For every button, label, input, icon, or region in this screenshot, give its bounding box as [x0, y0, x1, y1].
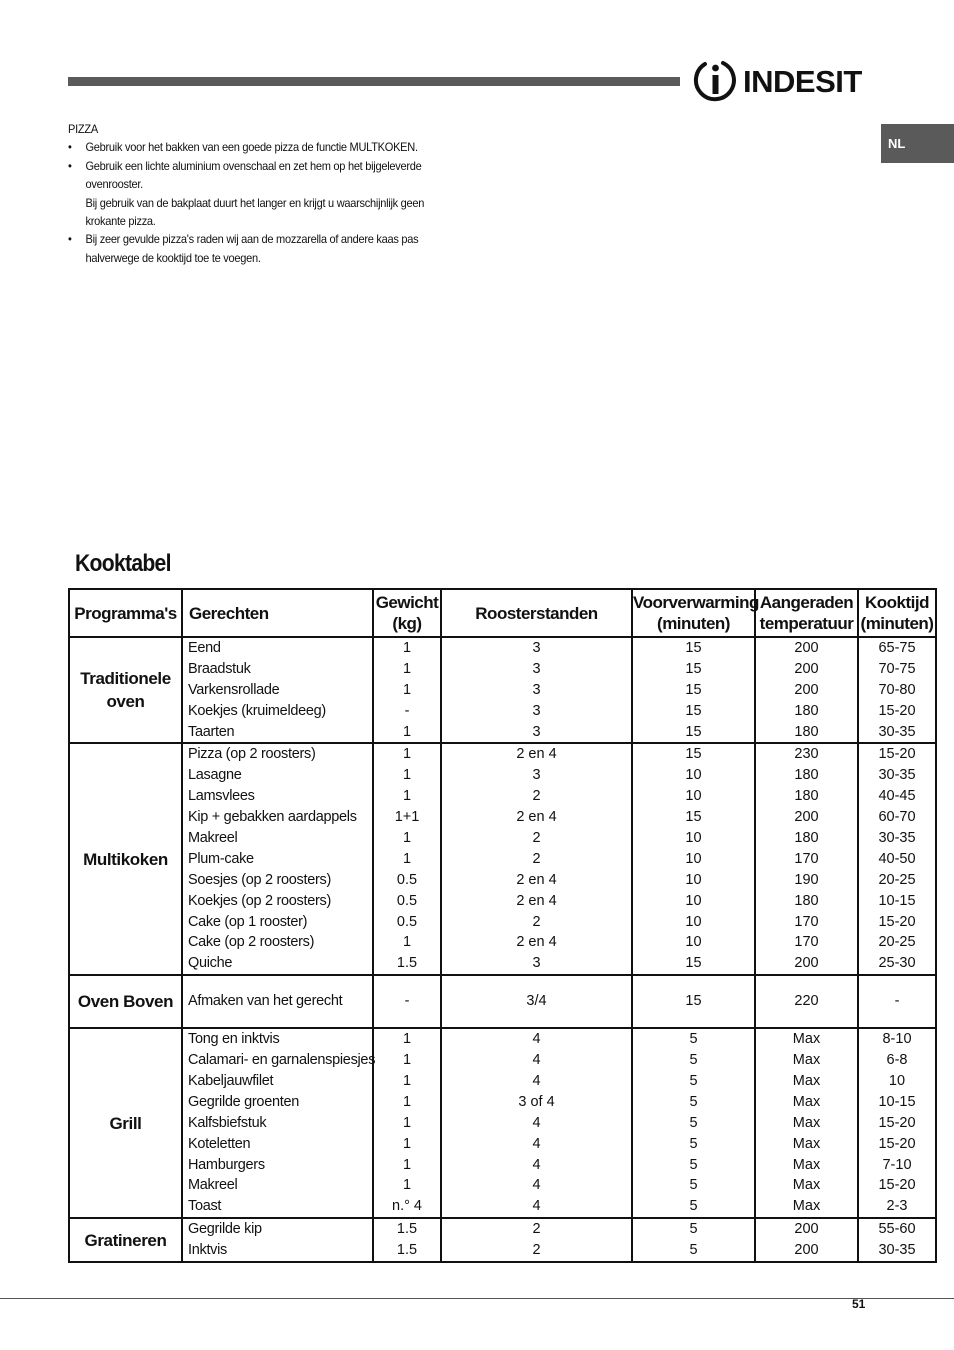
cell-line: 5 — [689, 1031, 698, 1048]
cell-line: 1 — [402, 681, 412, 698]
cell-line: 1.5 — [396, 955, 418, 972]
cell-line: 20-25 — [878, 934, 916, 951]
program-cell — [69, 975, 182, 1028]
cell-line: Max — [792, 1073, 821, 1090]
pizza-note: Bij gebruik van de bakplaat duurt het langer en krijgt u waarschijnlijk geen krokante pizza. — [85, 195, 425, 229]
program-label: Traditionele — [80, 669, 171, 689]
cell-line: 220 — [794, 993, 819, 1010]
program-label: Oven Boven — [77, 992, 174, 1012]
cell-line: 170 — [794, 913, 819, 930]
cell-line: 1 — [402, 660, 412, 677]
cell-line: 60-70 — [878, 809, 916, 826]
temperature-cell — [755, 1218, 858, 1262]
rack-cell — [441, 1218, 632, 1262]
cell-line: 15-20 — [878, 1114, 916, 1131]
cell-line: 180 — [794, 788, 819, 805]
cell-line: 1 — [402, 1073, 412, 1090]
cell-line: 2 en 4 — [516, 892, 557, 909]
cell-line: 3 — [532, 955, 541, 972]
cell-line: 3 — [532, 660, 541, 677]
dish-cell — [182, 1218, 373, 1262]
preheat-cell — [632, 743, 755, 975]
cell-line: Plum-cake — [188, 850, 254, 867]
pizza-section — [68, 120, 436, 267]
cell-line: 8-10 — [882, 1031, 912, 1048]
cell-line: 10-15 — [878, 1093, 916, 1110]
cell-line: 0.5 — [396, 913, 418, 930]
cell-line: 5 — [689, 1114, 698, 1131]
footer-rule — [0, 1298, 954, 1299]
cell-line: Lasagne — [188, 767, 242, 784]
program-cell — [69, 1028, 182, 1218]
cell-line: Koekjes (kruimeldeeg) — [188, 702, 326, 719]
cell-line: 0.5 — [396, 892, 418, 909]
cell-line: 200 — [794, 681, 819, 698]
cell-line: 65-75 — [878, 640, 916, 656]
preheat-cell — [632, 1218, 755, 1262]
cell-line: 15-20 — [878, 913, 916, 930]
weight-cell — [373, 1218, 441, 1262]
cell-line: 5 — [689, 1221, 698, 1238]
cell-line: 2 en 4 — [516, 934, 557, 951]
cell-line: 4 — [532, 1052, 541, 1069]
cell-line: Koekjes (op 2 roosters) — [188, 892, 331, 909]
cell-line: Kalfsbiefstuk — [188, 1114, 267, 1131]
cell-line: 1 — [402, 1156, 412, 1173]
preheat-cell — [632, 637, 755, 743]
table-row — [69, 1218, 936, 1262]
rack-cell — [441, 1028, 632, 1218]
cell-line: 25-30 — [878, 955, 916, 972]
cell-line: 170 — [794, 934, 819, 951]
cell-line: 200 — [794, 955, 819, 972]
time-cell — [858, 637, 936, 743]
cell-line: 180 — [794, 702, 819, 719]
cell-line: Gegrilde kip — [188, 1221, 262, 1238]
cell-line: Varkensrollade — [188, 681, 280, 698]
cell-line: 3 — [532, 640, 541, 656]
dish-cell — [182, 1028, 376, 1218]
cell-line: 5 — [689, 1135, 698, 1152]
cell-line: 180 — [794, 723, 819, 740]
temperature-cell — [755, 743, 858, 975]
cell-line: 10 — [685, 913, 702, 930]
cell-line: Cake (op 2 roosters) — [188, 934, 315, 951]
cell-line: Max — [792, 1177, 821, 1194]
cell-line: Pizza (op 2 roosters) — [188, 746, 316, 763]
cell-line: n.° 4 — [392, 1198, 422, 1215]
cell-line: 1 — [402, 934, 412, 951]
cell-line: 2 — [532, 1221, 541, 1238]
program-label: Gratineren — [84, 1230, 167, 1250]
cell-line: 200 — [794, 1242, 819, 1259]
list-item-text: Gebruik een lichte aluminium ovenschaal en zet hem op het bijgeleverde ovenrooster. — [85, 158, 422, 192]
cell-line: 10 — [685, 934, 702, 951]
cell-line: Max — [792, 1052, 821, 1069]
cell-line: 4 — [532, 1073, 541, 1090]
cell-line: 10 — [685, 830, 702, 847]
section-title: Kooktabel — [75, 550, 171, 577]
cell-line: Inktvis — [188, 1242, 227, 1259]
cell-line: 1.5 — [396, 1221, 418, 1238]
preheat-cell — [632, 975, 755, 1028]
cell-line: 10-15 — [878, 892, 916, 909]
cell-line: 2 — [532, 830, 541, 847]
weight-cell — [373, 637, 441, 743]
rack-cell — [441, 975, 632, 1028]
temperature-cell — [755, 975, 858, 1028]
cell-line: 5 — [689, 1093, 698, 1110]
cell-line: 1 — [402, 1135, 412, 1152]
cell-line: Max — [792, 1198, 821, 1215]
cell-line: 15 — [685, 955, 702, 972]
cell-line: 5 — [689, 1177, 698, 1194]
cooking-table — [68, 588, 937, 1263]
cell-line: 1.5 — [396, 1242, 418, 1259]
cell-line: 70-75 — [878, 660, 916, 677]
cell-line: 1 — [402, 850, 412, 867]
program-cell — [69, 743, 182, 975]
weight-cell — [373, 1028, 441, 1218]
header-temperatuur: Aangeraden temperatuur — [755, 589, 858, 637]
language-tab: NL — [881, 124, 954, 163]
cell-line: 15 — [685, 723, 702, 740]
cell-line: 1 — [402, 830, 412, 847]
cell-line: 5 — [689, 1073, 698, 1090]
cell-line: 3 — [532, 767, 541, 784]
weight-cell — [373, 743, 441, 975]
cell-line: Makreel — [188, 830, 238, 847]
cell-line: 30-35 — [878, 1242, 916, 1259]
page-number: 51 — [852, 1297, 866, 1311]
cell-line: 200 — [794, 1221, 819, 1238]
cell-line: Hamburgers — [188, 1156, 265, 1173]
cell-line: 5 — [689, 1198, 698, 1215]
cell-line: 1 — [402, 1114, 412, 1131]
cell-line: Tong en inktvis — [188, 1031, 280, 1048]
cell-line: Gegrilde groenten — [188, 1093, 299, 1110]
cell-line: 3 — [532, 681, 541, 698]
cell-line: 3/4 — [526, 993, 547, 1010]
cell-line: 15-20 — [878, 702, 916, 719]
cell-line: 2-3 — [886, 1198, 908, 1215]
cell-line: 1 — [402, 788, 412, 805]
weight-cell — [373, 975, 441, 1028]
pizza-bullets — [68, 138, 436, 267]
cell-line: 15 — [685, 681, 702, 698]
cell-line: 3 — [532, 723, 541, 740]
cell-line: 2 en 4 — [516, 746, 557, 763]
cell-line: 40-50 — [878, 850, 916, 867]
temperature-cell — [755, 1028, 858, 1218]
cell-line: 10 — [685, 871, 702, 888]
cell-line: 2 — [532, 913, 541, 930]
table-row — [69, 1028, 936, 1218]
cell-line: 10 — [685, 892, 702, 909]
time-cell — [858, 743, 936, 975]
cell-line: - — [404, 702, 410, 719]
cell-line: 4 — [532, 1198, 541, 1215]
cell-line: Eend — [188, 640, 221, 656]
dish-cell — [182, 637, 373, 743]
cell-line: 5 — [689, 1242, 698, 1259]
cell-line: 15 — [685, 993, 702, 1010]
cell-line: Max — [792, 1031, 821, 1048]
program-label: Multikoken — [83, 849, 168, 869]
cell-line: 10 — [888, 1073, 906, 1090]
cell-line: 1 — [402, 640, 412, 656]
cell-line: Max — [792, 1114, 821, 1131]
table-header-row — [69, 589, 936, 637]
cell-line: 2 — [532, 1242, 541, 1259]
indesit-i-icon — [693, 58, 739, 104]
cell-line: 4 — [532, 1135, 541, 1152]
cell-line: Calamari- en garnalenspiesjes — [188, 1052, 376, 1069]
cell-line: Lamsvlees — [188, 788, 255, 805]
cell-line: 200 — [794, 640, 819, 656]
header-gerechten: Gerechten — [182, 589, 373, 637]
list-item: • Gebruik voor het bakken van een goede pizza de functie MULTKOKEN. — [68, 138, 436, 156]
rack-cell — [441, 743, 632, 975]
cell-line: 70-80 — [878, 681, 916, 698]
cell-line: Cake (op 1 rooster) — [188, 913, 308, 930]
cell-line: 230 — [794, 746, 819, 763]
cell-line: 15-20 — [878, 1135, 916, 1152]
pizza-heading: PIZZA — [68, 122, 98, 136]
cell-line: 30-35 — [878, 830, 916, 847]
table-row — [69, 975, 936, 1028]
cell-line: 1 — [402, 723, 412, 740]
cell-line: 1 — [402, 767, 412, 784]
cell-line: Taarten — [188, 723, 235, 740]
cell-line: 5 — [689, 1052, 698, 1069]
cell-line: Koteletten — [188, 1135, 251, 1152]
cell-line: Braadstuk — [188, 660, 251, 677]
indesit-logo — [693, 58, 873, 104]
cell-line: 190 — [794, 871, 819, 888]
rack-cell — [441, 637, 632, 743]
header-voorverwarming: Voorverwarming (minuten) — [632, 589, 755, 637]
cell-line: 3 of 4 — [518, 1093, 555, 1110]
cell-line: 6-8 — [886, 1052, 908, 1069]
cell-line: 20-25 — [878, 871, 916, 888]
cell-line: Max — [792, 1135, 821, 1152]
header-programma: Programma's — [69, 589, 182, 637]
cell-line: Makreel — [188, 1177, 238, 1194]
cell-line: Soesjes (op 2 roosters) — [188, 871, 331, 888]
cell-line: 1 — [402, 746, 412, 763]
program-cell — [69, 637, 182, 743]
cell-line: Toast — [188, 1198, 222, 1215]
cell-line: 1 — [402, 1177, 412, 1194]
cell-line: 40-45 — [878, 788, 916, 805]
list-item: • Bij zeer gevulde pizza's raden wij aan de mozzarella of andere kaas pas halverwege de kooktijd toe te voegen. — [68, 230, 436, 267]
table-row — [69, 743, 936, 975]
brand-name: INDESIT — [743, 64, 862, 99]
cell-line: Kip + gebakken aardappels — [188, 809, 357, 826]
cell-line: 15 — [685, 702, 702, 719]
program-label: Grill — [109, 1113, 142, 1133]
cell-line: 1 — [402, 1031, 412, 1048]
cell-line: 1 — [402, 1052, 412, 1069]
program-label: oven — [106, 692, 145, 712]
cell-line: 4 — [532, 1114, 541, 1131]
cell-line: Max — [792, 1156, 821, 1173]
cell-line: 55-60 — [878, 1221, 916, 1238]
list-item — [68, 157, 436, 231]
cell-line: Afmaken van het gerecht — [188, 993, 343, 1010]
cell-line: 180 — [794, 892, 819, 909]
dish-cell — [182, 975, 373, 1028]
cell-line: 7-10 — [882, 1156, 912, 1173]
cell-line: 15 — [685, 746, 702, 763]
cell-line: 180 — [794, 767, 819, 784]
cell-line: 10 — [685, 767, 702, 784]
cell-line: 4 — [532, 1031, 541, 1048]
cell-line: 2 — [532, 788, 541, 805]
header-rule — [68, 77, 680, 86]
cell-line: 10 — [685, 788, 702, 805]
time-cell — [858, 1218, 936, 1262]
cell-line: 170 — [794, 850, 819, 867]
cell-line: 4 — [532, 1177, 541, 1194]
header-kooktijd: Kooktijd (minuten) — [858, 589, 936, 637]
cell-line: 4 — [532, 1156, 541, 1173]
time-cell — [858, 975, 936, 1028]
cell-line: 30-35 — [878, 723, 916, 740]
cell-line: 15-20 — [878, 746, 916, 763]
cell-line: 1+1 — [394, 809, 420, 826]
cell-line: 2 en 4 — [516, 809, 557, 826]
cell-line: 15 — [685, 640, 702, 656]
cell-line: 2 en 4 — [516, 871, 557, 888]
cell-line: 30-35 — [878, 767, 916, 784]
dish-cell — [182, 743, 373, 975]
header-roosterstanden: Roosterstanden — [441, 589, 632, 637]
cell-line: 180 — [794, 830, 819, 847]
cell-line: 15 — [685, 809, 702, 826]
time-cell — [858, 1028, 936, 1218]
program-cell — [69, 1218, 182, 1262]
preheat-cell — [632, 1028, 755, 1218]
table-row — [69, 637, 936, 743]
cell-line: 3 — [532, 702, 541, 719]
cell-line: Kabeljauwfilet — [188, 1073, 274, 1090]
cell-line: 15 — [685, 660, 702, 677]
cell-line: - — [404, 993, 410, 1010]
cell-line: 1 — [402, 1093, 412, 1110]
cell-line: Max — [792, 1093, 821, 1110]
cell-line: Quiche — [188, 955, 233, 972]
cell-line: 200 — [794, 660, 819, 677]
cell-line: 0.5 — [396, 871, 418, 888]
cell-line: 200 — [794, 809, 819, 826]
cell-line: 5 — [689, 1156, 698, 1173]
cell-line: 10 — [685, 850, 702, 867]
header-gewicht: Gewicht (kg) — [373, 589, 441, 637]
cell-line: 15-20 — [878, 1177, 916, 1194]
temperature-cell — [755, 637, 858, 743]
cell-line: 2 — [532, 850, 541, 867]
cell-line: - — [894, 993, 900, 1010]
